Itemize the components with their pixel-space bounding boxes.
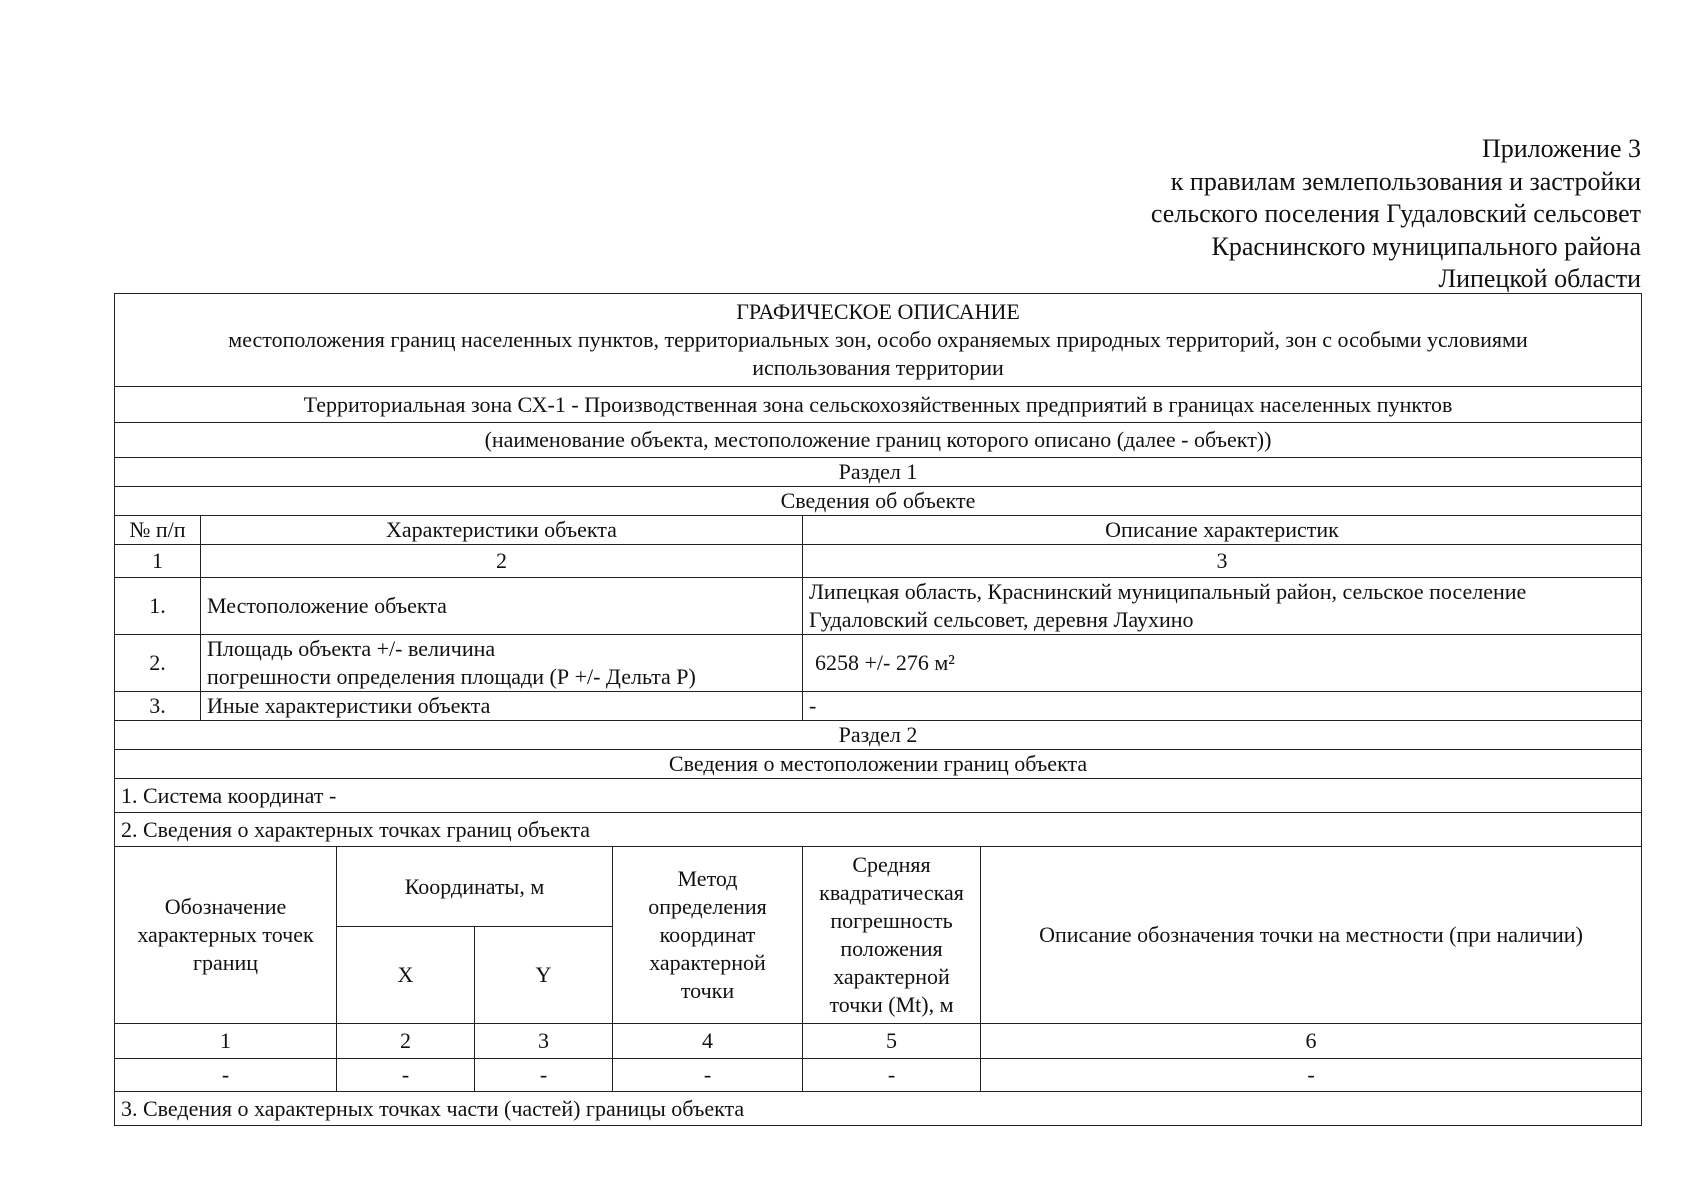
header-line: границ <box>192 950 259 975</box>
column-number: 2 <box>201 545 803 578</box>
characteristic-description: - <box>803 692 1642 721</box>
points-colnum-row <box>115 1024 1642 1059</box>
characteristic-line: погрешности определения площади (Р +/- Дельта Р) <box>207 664 696 689</box>
header-point-description: Описание обозначения точки на местности (при наличии) <box>981 847 1642 1024</box>
title-row <box>115 294 1642 387</box>
appendix-header <box>1151 133 1641 296</box>
header-x: X <box>337 927 475 1024</box>
characteristic-description: 6258 +/- 276 м² <box>803 635 1642 692</box>
table-cell: - <box>337 1059 475 1092</box>
object-caption-row <box>115 423 1642 458</box>
points-title-row <box>115 813 1642 847</box>
table-cell: - <box>115 1059 337 1092</box>
coord-system: 1. Система координат - <box>115 779 1642 813</box>
header-line: характерной <box>833 964 950 989</box>
appendix-header-line: сельского поселения Гудаловский сельсовет <box>1150 199 1641 228</box>
header-point-designation <box>115 847 337 1024</box>
column-number: 3 <box>803 545 1642 578</box>
header-line: определения <box>648 894 767 919</box>
header-line: Обозначение <box>164 894 287 919</box>
column-number: 1 <box>115 545 201 578</box>
section1-colnum-row <box>115 545 1642 578</box>
document-title: ГРАФИЧЕСКОЕ ОПИСАНИЕ <box>736 299 1020 324</box>
characteristic-line: Площадь объекта +/- величина <box>207 636 496 661</box>
header-number: № п/п <box>115 516 201 545</box>
header-line: Метод <box>677 866 738 891</box>
characteristic: Местоположение объекта <box>201 578 803 635</box>
table-cell: - <box>613 1059 803 1092</box>
table-cell: - <box>475 1059 613 1092</box>
section2-title: Раздел 2 <box>115 721 1642 750</box>
parts-title: 3. Сведения о характерных точках части (частей) границы объекта <box>115 1092 1642 1126</box>
section1-header-row <box>115 516 1642 545</box>
appendix-header-line: Приложение 3 <box>1481 134 1641 163</box>
header-method <box>613 847 803 1024</box>
column-number: 6 <box>981 1024 1642 1059</box>
characteristic-description <box>803 578 1642 635</box>
description-line: Гудаловский сельсовет, деревня Лаухино <box>809 607 1194 632</box>
section2-title-row <box>115 721 1642 750</box>
header-line: точки (Mt), м <box>829 992 954 1017</box>
coord-system-row <box>115 779 1642 813</box>
parts-title-row <box>115 1092 1642 1126</box>
column-number: 2 <box>337 1024 475 1059</box>
column-number: 4 <box>613 1024 803 1059</box>
row-number: 3. <box>115 692 201 721</box>
header-error <box>803 847 981 1024</box>
section1-title: Раздел 1 <box>115 458 1642 487</box>
section2-subtitle-row <box>115 750 1642 779</box>
appendix-header-line: Краснинского муниципального района <box>1211 231 1641 261</box>
header-line: координат <box>659 922 756 947</box>
description-line: Липецкая область, Краснинский муниципальный район, сельское поселение <box>809 579 1527 604</box>
section1-title-row <box>115 458 1642 487</box>
column-number: 5 <box>803 1024 981 1059</box>
row-number: 1. <box>115 578 201 635</box>
section1-row-area <box>115 635 1642 692</box>
section1-row-other <box>115 692 1642 721</box>
appendix-header-line: Липецкой области <box>1438 264 1641 293</box>
document-subtitle-line: использования территории <box>752 355 1004 380</box>
appendix-header-line: к правилам землепользования и застройки <box>1170 166 1641 196</box>
header-y: Y <box>475 927 613 1024</box>
header-coordinates: Координаты, м <box>337 847 613 927</box>
header-line: характерных точек <box>137 922 314 947</box>
section1-subtitle-row <box>115 487 1642 516</box>
header-line: точки <box>680 978 735 1003</box>
points-header-row <box>115 847 1642 927</box>
section1-subtitle: Сведения об объекте <box>115 487 1642 516</box>
points-empty-row <box>115 1059 1642 1092</box>
header-line: погрешность <box>830 908 953 933</box>
header-description: Описание характеристик <box>803 516 1642 545</box>
object-name: Территориальная зона СХ-1 - Производственная зона сельскохозяйственных предприятий в границах населенных пунктов <box>115 387 1642 423</box>
header-line: положения <box>840 936 943 961</box>
title-cell <box>115 294 1642 387</box>
header-line: характерной <box>649 950 766 975</box>
characteristic <box>201 635 803 692</box>
object-name-row <box>115 387 1642 423</box>
header-line: Средняя <box>852 852 931 877</box>
graphic-description-table <box>114 293 1642 1126</box>
table-cell: - <box>981 1059 1642 1092</box>
points-title: 2. Сведения о характерных точках границ объекта <box>115 813 1642 847</box>
header-line: квадратическая <box>819 880 964 905</box>
document-subtitle-line: местоположения границ населенных пунктов, территориальных зон, особо охраняемых природных территорий, зон с особыми условиями <box>228 327 1528 352</box>
object-caption: (наименование объекта, местоположение границ которого описано (далее - объект)) <box>115 423 1642 458</box>
section2-subtitle: Сведения о местоположении границ объекта <box>115 750 1642 779</box>
section1-row-location <box>115 578 1642 635</box>
table-cell: - <box>803 1059 981 1092</box>
header-characteristics: Характеристики объекта <box>201 516 803 545</box>
column-number: 1 <box>115 1024 337 1059</box>
column-number: 3 <box>475 1024 613 1059</box>
characteristic: Иные характеристики объекта <box>201 692 803 721</box>
row-number: 2. <box>115 635 201 692</box>
